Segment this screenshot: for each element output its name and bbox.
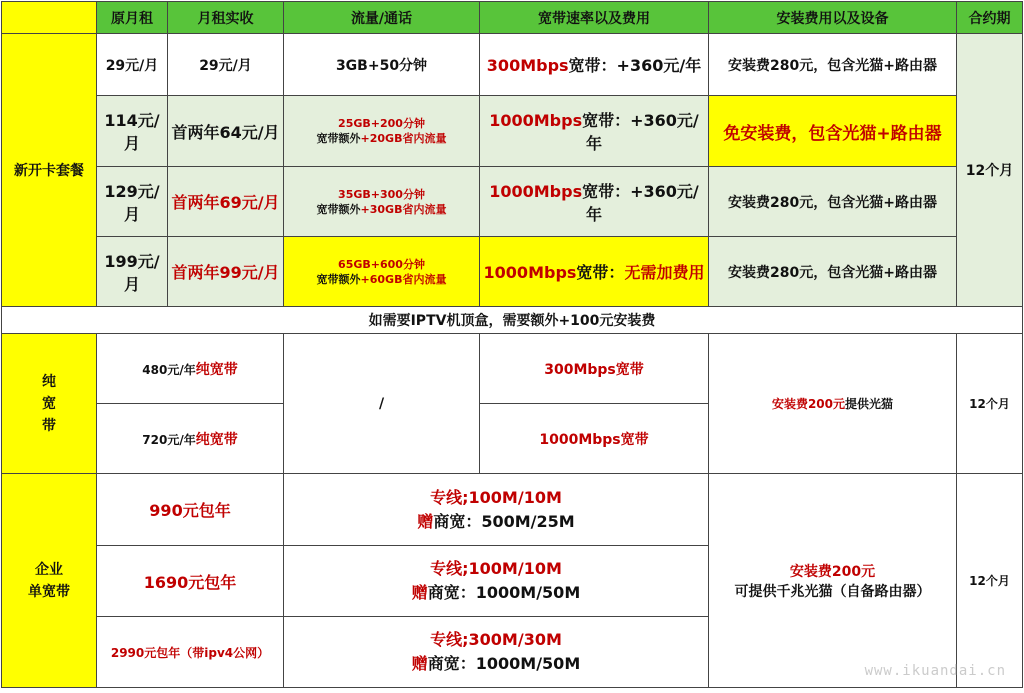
traffic-line2-pre: 宽带额外 xyxy=(316,272,361,286)
new-card-row-2 xyxy=(2,96,1023,167)
traffic-line1: 35GB+300分钟 xyxy=(338,187,425,201)
enterprise-gift-speed: 商宽：1000M/50M xyxy=(427,583,581,602)
original-rent-cell: 129元/月 xyxy=(97,167,168,237)
traffic-cell xyxy=(284,237,480,307)
enterprise-contract: 12个月 xyxy=(957,474,1023,688)
pure-bb-price-cell xyxy=(97,404,284,474)
traffic-line2-extra: +20GB省内流量 xyxy=(360,132,447,145)
original-rent-cell: 199元/月 xyxy=(97,237,168,307)
broadband-fee: 宽带：+360元/年 xyxy=(568,56,702,75)
header-row xyxy=(2,2,1023,34)
pure-bb-contract: 12个月 xyxy=(957,334,1023,474)
enterprise-price: 2990元包年（带ipv4公网） xyxy=(97,617,284,688)
actual-rent-cell: 首两年69元/月 xyxy=(168,167,284,237)
broadband-speed: 1000Mbps xyxy=(489,111,583,130)
broadband-fee: 宽带： xyxy=(576,263,625,282)
new-card-contract: 12个月 xyxy=(957,34,1023,307)
enterprise-line-speed: ;100M/10M xyxy=(462,559,562,578)
enterprise-gift-label: 赠 xyxy=(411,583,428,602)
enterprise-install-device: 可提供千兆光猫（自备路由器） xyxy=(734,583,931,600)
enterprise-gift-speed: 商宽：1000M/50M xyxy=(427,654,581,673)
actual-rent-cell: 首两年64元/月 xyxy=(168,96,284,167)
pure-bb-price: 720元/年 xyxy=(142,432,196,447)
pure-bb-traffic-slash: / xyxy=(284,334,480,474)
broadband-speed: 300Mbps xyxy=(486,56,569,75)
new-card-row-3 xyxy=(2,167,1023,237)
new-card-row-1 xyxy=(2,34,1023,96)
broadband-fee: 宽带：+360元/年 xyxy=(582,181,699,224)
pure-bb-label xyxy=(2,334,97,474)
enterprise-line-label: 专线 xyxy=(430,630,463,649)
enterprise-line-cell xyxy=(284,474,709,546)
traffic-cell xyxy=(284,96,480,167)
traffic-cell: 3GB+50分钟 xyxy=(284,34,480,96)
new-card-label: 新开卡套餐 xyxy=(2,34,97,307)
enterprise-gift-speed: 商宽：500M/25M xyxy=(433,511,575,531)
enterprise-label-l1: 企业 xyxy=(35,561,63,578)
new-card-row-4 xyxy=(2,237,1023,307)
price-table xyxy=(1,1,1023,688)
enterprise-gift-label: 赠 xyxy=(411,654,428,673)
install-cell: 安装费280元，包含光猫+路由器 xyxy=(709,237,957,307)
actual-rent-cell: 首两年99元/月 xyxy=(168,237,284,307)
pure-bb-install-device: 提供光猫 xyxy=(845,397,894,411)
enterprise-line-speed: ;100M/10M xyxy=(462,487,562,507)
original-rent-cell: 114元/月 xyxy=(97,96,168,167)
enterprise-line-cell xyxy=(284,546,709,617)
broadband-fee: 宽带：+360元/年 xyxy=(582,111,699,153)
header-corner-cell xyxy=(2,2,97,34)
pure-bb-price-cell xyxy=(97,334,284,404)
header-contract: 合约期 xyxy=(957,2,1023,34)
broadband-cell xyxy=(480,34,709,96)
enterprise-line-speed: ;300M/30M xyxy=(462,630,562,649)
broadband-speed: 1000Mbps xyxy=(483,263,577,282)
pure-bb-label-l2: 宽 xyxy=(42,395,56,412)
pure-bb-install-cell xyxy=(709,334,957,474)
install-cell: 免安装费，包含光猫+路由器 xyxy=(709,96,957,167)
watermark: www.ikuandai.cn xyxy=(864,663,1006,679)
pure-bb-label-l3: 带 xyxy=(42,417,56,434)
enterprise-label-l2: 单宽带 xyxy=(28,583,70,600)
pure-bb-type: 纯宽带 xyxy=(195,431,238,448)
header-actual-rent: 月租实收 xyxy=(168,2,284,34)
enterprise-install-fee: 安装费200元 xyxy=(789,563,876,580)
header-broadband: 宽带速率以及费用 xyxy=(480,2,709,34)
enterprise-gift-label: 赠 xyxy=(417,511,434,531)
broadband-cell xyxy=(480,167,709,237)
header-traffic-calls: 流量/通话 xyxy=(284,2,480,34)
traffic-line2-extra: +30GB省内流量 xyxy=(360,202,447,216)
install-cell: 安装费280元，包含光猫+路由器 xyxy=(709,167,957,237)
enterprise-install-cell xyxy=(709,474,957,688)
broadband-cell xyxy=(480,237,709,307)
pure-bb-type: 纯宽带 xyxy=(195,361,238,378)
enterprise-line-label: 专线 xyxy=(430,559,463,578)
pure-bb-row-1 xyxy=(2,334,1023,404)
pure-bb-install-fee: 安装费200元 xyxy=(771,397,846,411)
pure-bb-speed: 1000Mbps宽带 xyxy=(480,404,709,474)
traffic-line2-pre: 宽带额外 xyxy=(316,132,361,145)
enterprise-price: 990元包年 xyxy=(97,474,284,546)
enterprise-price: 1690元包年 xyxy=(97,546,284,617)
traffic-cell xyxy=(284,167,480,237)
iptv-note: 如需要IPTV机顶盒，需要额外+100元安装费 xyxy=(2,307,1023,334)
traffic-line1: 25GB+200分钟 xyxy=(338,117,425,130)
header-original-rent: 原月租 xyxy=(97,2,168,34)
original-rent-cell: 29元/月 xyxy=(97,34,168,96)
actual-rent-cell: 29元/月 xyxy=(168,34,284,96)
pure-bb-label-l1: 纯 xyxy=(42,373,56,390)
pure-bb-speed: 300Mbps宽带 xyxy=(480,334,709,404)
traffic-line2-extra: +60GB省内流量 xyxy=(360,272,447,286)
install-cell: 安装费280元，包含光猫+路由器 xyxy=(709,34,957,96)
enterprise-row-1 xyxy=(2,474,1023,546)
iptv-note-row xyxy=(2,307,1023,334)
traffic-line2-pre: 宽带额外 xyxy=(316,202,361,216)
enterprise-line-label: 专线 xyxy=(430,487,463,507)
broadband-cell xyxy=(480,96,709,167)
header-install: 安装费用以及设备 xyxy=(709,2,957,34)
enterprise-line-cell xyxy=(284,617,709,688)
broadband-speed: 1000Mbps xyxy=(489,181,583,201)
pure-bb-price: 480元/年 xyxy=(142,362,196,377)
enterprise-label xyxy=(2,474,97,688)
broadband-fee-free: 无需加费用 xyxy=(624,263,705,282)
traffic-line1: 65GB+600分钟 xyxy=(338,257,425,271)
